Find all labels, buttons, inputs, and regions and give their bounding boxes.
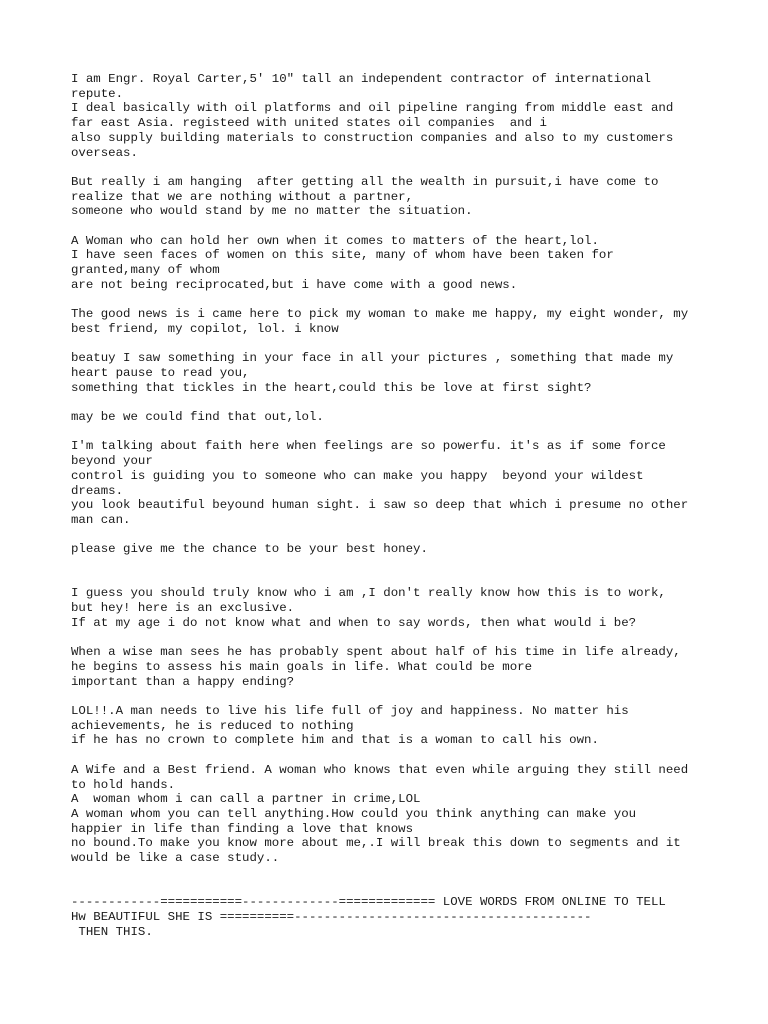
- paragraph: [71, 645, 711, 689]
- text-line: realize that we are nothing without a partner,: [71, 189, 414, 204]
- text-line: you look beautiful beyound human sight. i saw so deep that which i presume no other: [71, 498, 689, 513]
- paragraph: [71, 351, 711, 395]
- text-line: LOL!!.A man needs to live his life full of joy and happiness. No matter his: [71, 704, 629, 719]
- text-line: may be we could find that out,lol.: [71, 410, 324, 425]
- text-line: overseas.: [71, 145, 138, 160]
- text-line: A woman whom you can tell anything.How could you think anything can make you: [71, 806, 637, 821]
- paragraph: [71, 704, 711, 748]
- paragraph: [71, 410, 711, 425]
- text-line: if he has no crown to complete him and that is a woman to call his own.: [71, 733, 599, 748]
- text-line: man can.: [71, 513, 131, 527]
- text-line: The good news is i came here to pick my woman to make me happy, my eight wonder, my: [71, 307, 689, 322]
- text-line: beatuy I saw something in your face in all your pictures , something that made my: [71, 351, 674, 366]
- paragraph: [71, 763, 711, 866]
- text-line: beyond your: [71, 454, 153, 469]
- text-line: someone who would stand by me no matter the situation.: [71, 204, 473, 219]
- text-line: to hold hands.: [71, 777, 176, 792]
- text-line: would be like a case study..: [71, 851, 280, 866]
- text-line: also supply building materials to construction companies and also to my customers: [71, 130, 674, 145]
- paragraph: [71, 439, 711, 527]
- text-line: I am Engr. Royal Carter,5' 10" tall an independent contractor of international: [71, 72, 651, 86]
- text-line: THEN THIS.: [71, 924, 153, 939]
- text-line: I'm talking about faith here when feelings are so powerfu. it's as if some force: [71, 439, 666, 454]
- text-line: no bound.To make you know more about me,.I will break this down to segments and it: [71, 836, 681, 851]
- paragraph: [71, 72, 711, 160]
- paragraph: [71, 175, 711, 219]
- text-line: happier in life than finding a love that knows: [71, 821, 414, 836]
- text-line: A woman whom i can call a partner in crime,LOL: [71, 792, 421, 807]
- paragraph: [71, 586, 711, 630]
- text-line: granted,many of whom: [71, 263, 220, 278]
- text-line: are not being reciprocated,but i have come with a good news.: [71, 277, 518, 292]
- text-line: he begins to assess his main goals in life. What could be more: [71, 659, 533, 674]
- paragraph: [71, 542, 711, 557]
- text-line: I guess you should truly know who i am ,I don't really know how this is to work,: [71, 586, 666, 601]
- text-line: repute.: [71, 86, 124, 101]
- text-line: But really i am hanging after getting all the wealth in pursuit,i have come to: [71, 174, 659, 189]
- text-line: ------------===========-------------============= LOVE WORDS FROM ONLINE TO TELL: [71, 895, 666, 910]
- text-line: A Woman who can hold her own when it comes to matters of the heart,lol.: [71, 233, 599, 248]
- paragraph: [71, 307, 711, 336]
- text-line: control is guiding you to someone who can make you happy beyond your wildest: [71, 468, 644, 483]
- text-line: Hw BEAUTIFUL SHE IS ==========----------------------------------------: [71, 909, 592, 924]
- text-line: please give me the chance to be your best honey.: [71, 542, 428, 557]
- text-line: When a wise man sees he has probably spent about half of his time in life already,: [71, 645, 681, 660]
- text-line: dreams.: [71, 483, 124, 498]
- paragraph: [71, 895, 711, 939]
- document-body: [71, 72, 711, 939]
- text-line: but hey! here is an exclusive.: [71, 601, 295, 616]
- text-line: I have seen faces of women on this site, many of whom have been taken for: [71, 248, 614, 263]
- text-line: important than a happy ending?: [71, 674, 295, 689]
- text-line: If at my age i do not know what and when to say words, then what would i be?: [71, 615, 637, 630]
- text-line: achievements, he is reduced to nothing: [71, 718, 354, 733]
- text-line: far east Asia. registeed with united states oil companies and i: [71, 116, 547, 131]
- text-line: best friend, my copilot, lol. i know: [71, 321, 339, 336]
- text-line: something that tickles in the heart,could this be love at first sight?: [71, 380, 592, 395]
- paragraph: [71, 234, 711, 293]
- text-line: I deal basically with oil platforms and oil pipeline ranging from middle east and: [71, 101, 674, 116]
- text-line: heart pause to read you,: [71, 366, 250, 380]
- text-line: A Wife and a Best friend. A woman who knows that even while arguing they still need: [71, 762, 689, 777]
